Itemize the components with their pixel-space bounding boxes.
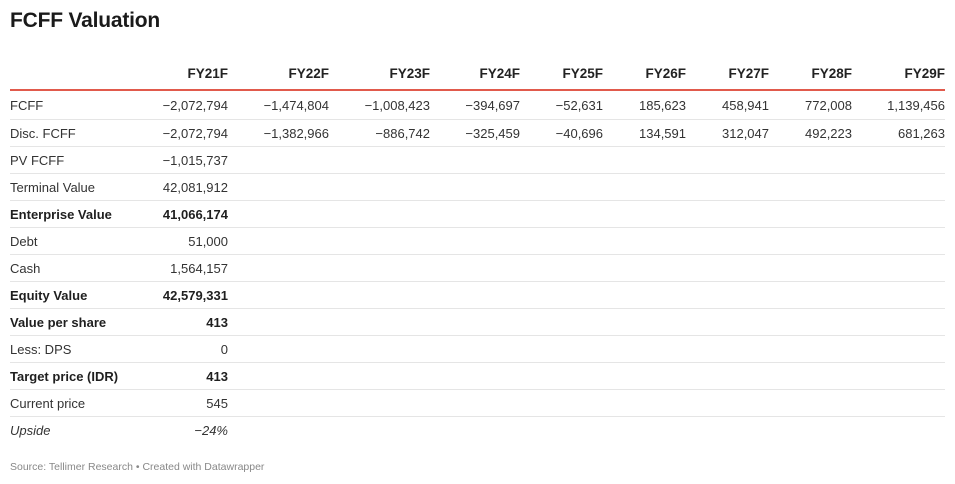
- table-cell: [430, 309, 520, 336]
- table-cell: [603, 201, 686, 228]
- table-cell: [329, 417, 430, 444]
- table-cell: [430, 201, 520, 228]
- table-cell: [852, 363, 945, 390]
- table-cell: [520, 336, 603, 363]
- row-label: Upside: [10, 422, 51, 438]
- table-cell: [686, 336, 769, 363]
- table-cell: [520, 309, 603, 336]
- table-cell: [228, 417, 329, 444]
- table-cell: [430, 282, 520, 309]
- table-cell: [228, 201, 329, 228]
- page-title: FCFF Valuation: [10, 9, 161, 32]
- table-row: [10, 201, 945, 228]
- table-cell: −2,072,794: [130, 90, 228, 120]
- valuation-table: [10, 58, 945, 443]
- table-cell: 1,564,157: [130, 255, 228, 282]
- table-cell: [769, 201, 852, 228]
- table-row: [10, 147, 945, 174]
- table-cell: [769, 417, 852, 444]
- table-row: [10, 336, 945, 363]
- table-cell: [430, 174, 520, 201]
- table-cell: [329, 363, 430, 390]
- table-cell: [228, 147, 329, 174]
- table-cell: [228, 282, 329, 309]
- table-cell: 545: [130, 390, 228, 417]
- table-cell: [228, 390, 329, 417]
- table-cell: −1,015,737: [130, 147, 228, 174]
- table-cell: [228, 228, 329, 255]
- table-body: [10, 90, 945, 443]
- table-cell: [852, 147, 945, 174]
- source-note: Source: Tellimer Research • Created with Datawrapper: [10, 461, 265, 473]
- column-header-fy26f: FY26F: [603, 58, 686, 90]
- table-cell: [520, 201, 603, 228]
- column-header-fy23f: FY23F: [329, 58, 430, 90]
- table-cell: [329, 336, 430, 363]
- table-cell: [520, 147, 603, 174]
- table-cell: [329, 390, 430, 417]
- table-cell: 681,263: [852, 120, 945, 147]
- row-label: Value per share: [10, 309, 130, 336]
- table-cell: [520, 282, 603, 309]
- table-cell: −1,474,804: [228, 90, 329, 120]
- column-header-fy25f: FY25F: [520, 58, 603, 90]
- table-cell: [329, 282, 430, 309]
- row-label: Enterprise Value: [10, 201, 130, 228]
- table-cell: 51,000: [130, 228, 228, 255]
- table-cell: [329, 201, 430, 228]
- row-label: Debt: [10, 228, 130, 255]
- table-cell: [686, 309, 769, 336]
- column-header-fy24f: FY24F: [430, 58, 520, 90]
- table-cell: [769, 228, 852, 255]
- table-row: [10, 309, 945, 336]
- table-cell: [430, 390, 520, 417]
- table-cell: [430, 336, 520, 363]
- table-cell: −1,382,966: [228, 120, 329, 147]
- table-cell: [769, 255, 852, 282]
- row-label: Cash: [10, 255, 130, 282]
- column-header-fy29f: FY29F: [852, 58, 945, 90]
- table-cell: [769, 309, 852, 336]
- table-cell: [430, 147, 520, 174]
- table-cell: [852, 228, 945, 255]
- table-cell: [603, 147, 686, 174]
- table-cell: [852, 309, 945, 336]
- table-cell: [603, 309, 686, 336]
- table-cell: [430, 255, 520, 282]
- row-label: Disc. FCFF: [10, 120, 130, 147]
- table-cell: 413: [130, 309, 228, 336]
- table-cell: −1,008,423: [329, 90, 430, 120]
- row-label: Terminal Value: [10, 174, 130, 201]
- table-cell: [603, 390, 686, 417]
- table-cell: [686, 255, 769, 282]
- table-cell: [686, 228, 769, 255]
- table-cell: [686, 363, 769, 390]
- row-label: Current price: [10, 390, 130, 417]
- table-cell: [520, 255, 603, 282]
- table-cell: [852, 174, 945, 201]
- table-cell: [852, 417, 945, 444]
- table-cell: 134,591: [603, 120, 686, 147]
- table-cell: [329, 228, 430, 255]
- table-cell: [228, 363, 329, 390]
- row-label: PV FCFF: [10, 147, 130, 174]
- table-row: [10, 417, 945, 444]
- column-header-label: [10, 58, 130, 90]
- table-cell: [686, 282, 769, 309]
- table-cell: [852, 336, 945, 363]
- table-row: [10, 255, 945, 282]
- table-cell: [430, 417, 520, 444]
- table-cell: [603, 282, 686, 309]
- table-cell: [852, 255, 945, 282]
- table-cell: [329, 174, 430, 201]
- row-label: Less: DPS: [10, 336, 130, 363]
- table-cell: 185,623: [603, 90, 686, 120]
- table-cell: [329, 255, 430, 282]
- table-cell: [603, 228, 686, 255]
- table-cell: [769, 363, 852, 390]
- table-cell: [520, 417, 603, 444]
- table-cell: [852, 282, 945, 309]
- row-label: Equity Value: [10, 282, 130, 309]
- row-label: FCFF: [10, 90, 130, 120]
- table-cell: [603, 174, 686, 201]
- table-cell: [769, 390, 852, 417]
- table-cell: [769, 174, 852, 201]
- table-cell: [603, 336, 686, 363]
- table-cell: 458,941: [686, 90, 769, 120]
- row-label: Target price (IDR): [10, 363, 130, 390]
- table-cell: [430, 363, 520, 390]
- table-cell: 41,066,174: [130, 201, 228, 228]
- table-cell: [520, 390, 603, 417]
- table-cell: [520, 174, 603, 201]
- table-cell: 0: [130, 336, 228, 363]
- table-cell: [686, 390, 769, 417]
- table-cell: 1,139,456: [852, 90, 945, 120]
- table-row: [10, 90, 945, 120]
- column-header-fy27f: FY27F: [686, 58, 769, 90]
- table-cell: 413: [130, 363, 228, 390]
- table-row: [10, 228, 945, 255]
- column-header-fy22f: FY22F: [228, 58, 329, 90]
- table-cell: −886,742: [329, 120, 430, 147]
- table-cell: [228, 336, 329, 363]
- table-cell: [430, 228, 520, 255]
- table-cell: −325,459: [430, 120, 520, 147]
- table-cell: [228, 255, 329, 282]
- table-cell: 42,081,912: [130, 174, 228, 201]
- table-cell: [769, 147, 852, 174]
- table-cell: 492,223: [769, 120, 852, 147]
- table-cell: [852, 390, 945, 417]
- table-row: [10, 282, 945, 309]
- table-cell: [520, 228, 603, 255]
- table-cell: [603, 417, 686, 444]
- table-cell: −2,072,794: [130, 120, 228, 147]
- table-cell: [769, 282, 852, 309]
- table-cell: −40,696: [520, 120, 603, 147]
- table-cell: [686, 174, 769, 201]
- table-cell: −24%: [194, 422, 228, 438]
- table-row: [10, 174, 945, 201]
- table-cell: 42,579,331: [130, 282, 228, 309]
- table-cell: [329, 309, 430, 336]
- table-cell: [228, 309, 329, 336]
- table-cell: [228, 174, 329, 201]
- column-header-fy28f: FY28F: [769, 58, 852, 90]
- table-header-row: [10, 58, 945, 90]
- table-cell: [686, 147, 769, 174]
- table-cell: [603, 255, 686, 282]
- table-cell: −52,631: [520, 90, 603, 120]
- column-header-fy21f: FY21F: [130, 58, 228, 90]
- table-cell: [686, 417, 769, 444]
- table-cell: [520, 363, 603, 390]
- table-cell: [769, 336, 852, 363]
- table-row: [10, 390, 945, 417]
- table-cell: [329, 147, 430, 174]
- table-row: [10, 363, 945, 390]
- table-row: [10, 120, 945, 147]
- table-cell: 772,008: [769, 90, 852, 120]
- table-cell: [603, 363, 686, 390]
- table-cell: [852, 201, 945, 228]
- table-cell: 312,047: [686, 120, 769, 147]
- table-cell: [686, 201, 769, 228]
- table-cell: −394,697: [430, 90, 520, 120]
